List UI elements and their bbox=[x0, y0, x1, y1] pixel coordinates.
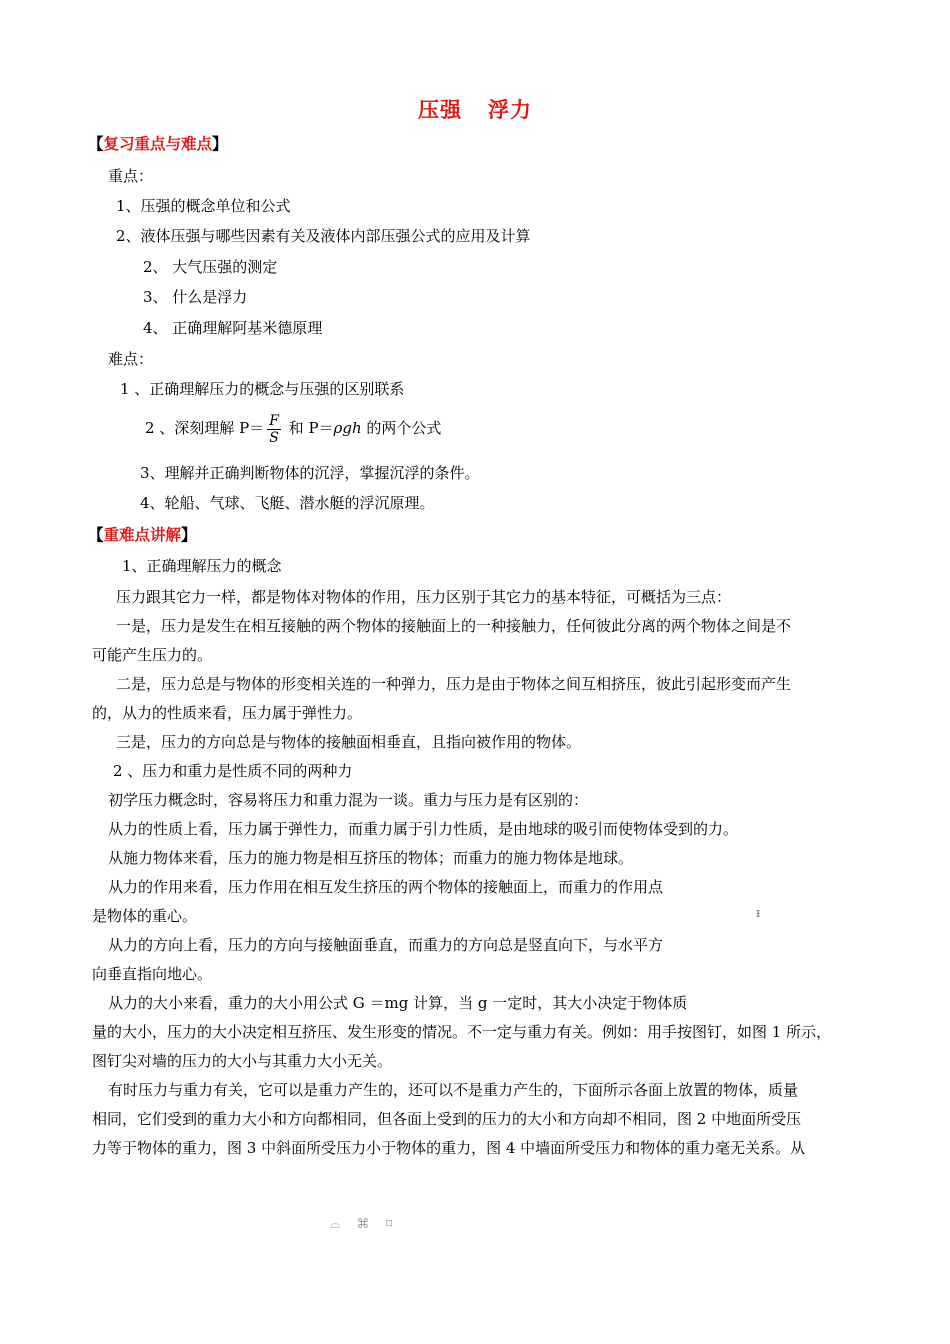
body-line-4: 可能产生压力的。 bbox=[92, 646, 213, 664]
body-line-20: 相同，它们受到的重力大小和方向都相同，但各面上受到的压力的大小和方向却不相同，图 2 中地面所受压 bbox=[92, 1110, 802, 1128]
key-point-3: 2、 大气压强的测定 bbox=[143, 258, 278, 276]
body-line-9: 初学压力概念时，容易将压力和重力混为一谈。重力与压力是有区别的： bbox=[108, 791, 589, 809]
body-line-7: 三是，压力的方向总是与物体的接触面相垂直，且指向被作用的物体。 bbox=[116, 733, 582, 751]
page-title bbox=[0, 94, 950, 124]
key-points-heading: 重点： bbox=[108, 167, 154, 185]
body-line-10: 从力的性质上看，压力属于弹性力，而重力属于引力性质，是由地球的吸引而使物体受到的力。 bbox=[108, 820, 739, 838]
bracket-right: 】 bbox=[212, 135, 228, 153]
section-title: 复习重点与难点 bbox=[103, 135, 213, 153]
difficult-point-3: 3、理解并正确判断物体的沉浮，掌握沉浮的条件。 bbox=[140, 464, 480, 482]
body-line-17: 量的大小，压力的大小决定相互挤压、发生形变的情况。不一定与重力有关。例如：用手按图钉，如图 1 所示， bbox=[92, 1023, 832, 1041]
difficult-point-1: 1 、正确理解压力的概念与压强的区别联系 bbox=[120, 380, 405, 398]
key-point-1: 1、压强的概念单位和公式 bbox=[116, 197, 291, 215]
formula-prefix: 2 、深刻理解 P＝ bbox=[145, 419, 265, 437]
title-part-2: 浮力 bbox=[488, 98, 532, 122]
difficult-points-heading: 难点： bbox=[108, 350, 154, 368]
body-line-21: 力等于物体的重力，图 3 中斜面所受压力小于物体的重力，图 4 中墙面所受压力和物体的重力毫无关系。从 bbox=[92, 1139, 806, 1157]
body-line-14: 从力的方向上看，压力的方向与接触面垂直，而重力的方向总是竖直向下，与水平方 bbox=[108, 936, 664, 954]
footer-artifact-mark: ⌓ ⌘ ⌑ bbox=[330, 1217, 399, 1232]
body-line-3: 一是，压力是发生在相互接触的两个物体的接触面上的一种接触力，任何彼此分离的两个物体之间是不 bbox=[116, 617, 792, 635]
body-line-18: 图钉尖对墙的压力的大小与其重力大小无关。 bbox=[92, 1052, 393, 1070]
body-line-6: 的，从力的性质来看，压力属于弹性力。 bbox=[92, 704, 363, 722]
fraction-f-over-s bbox=[267, 413, 281, 446]
difficult-point-4: 4、轮船、气球、飞艇、潜水艇的浮沉原理。 bbox=[140, 494, 435, 512]
formula-suffix: 的两个公式 bbox=[361, 419, 442, 437]
body-line-2: 压力跟其它力一样，都是物体对物体的作用，压力区别于其它力的基本特征，可概括为三点： bbox=[116, 588, 732, 606]
formula-mid: 和 P＝ bbox=[283, 419, 334, 437]
bracket-left: 【 bbox=[88, 526, 104, 544]
key-point-2: 2、液体压强与哪些因素有关及液体内部压强公式的应用及计算 bbox=[116, 227, 531, 245]
body-line-1: 1、正确理解压力的概念 bbox=[122, 557, 282, 575]
section-title: 重难点讲解 bbox=[103, 526, 182, 544]
key-point-5: 4、 正确理解阿基米德原理 bbox=[143, 319, 323, 337]
bracket-right: 】 bbox=[181, 526, 197, 544]
title-part-1: 压强 bbox=[418, 98, 462, 122]
side-artifact-mark: ᵻ bbox=[756, 906, 761, 921]
section-heading-explanation bbox=[88, 525, 197, 545]
body-line-5: 二是，压力总是与物体的形变相关连的一种弹力，压力是由于物体之间互相挤压，彼此引起形变而产生 bbox=[116, 675, 792, 693]
body-line-13: 是物体的重心。 bbox=[92, 907, 198, 925]
section-heading-review bbox=[88, 134, 228, 154]
body-line-15: 向垂直指向地心。 bbox=[92, 965, 213, 983]
body-line-8: 2 、压力和重力是性质不同的两种力 bbox=[113, 762, 353, 780]
difficult-point-2 bbox=[145, 410, 441, 446]
fraction-numerator: F bbox=[269, 412, 279, 429]
body-line-11: 从施力物体来看，压力的施力物是相互挤压的物体；而重力的施力物体是地球。 bbox=[108, 849, 634, 867]
key-point-4: 3、 什么是浮力 bbox=[143, 288, 248, 306]
body-line-16: 从力的大小来看，重力的大小用公式 G ＝mg 计算，当 g 一定时，其大小决定于物体质 bbox=[108, 994, 688, 1012]
formula-rho-g-h: ρgh bbox=[333, 419, 362, 437]
fraction-denominator: S bbox=[269, 429, 279, 446]
body-line-12: 从力的作用来看，压力作用在相互发生挤压的两个物体的接触面上，而重力的作用点 bbox=[108, 878, 664, 896]
bracket-left: 【 bbox=[88, 135, 104, 153]
body-line-19: 有时压力与重力有关，它可以是重力产生的，还可以不是重力产生的，下面所示各面上放置的物体，质量 bbox=[108, 1081, 799, 1099]
